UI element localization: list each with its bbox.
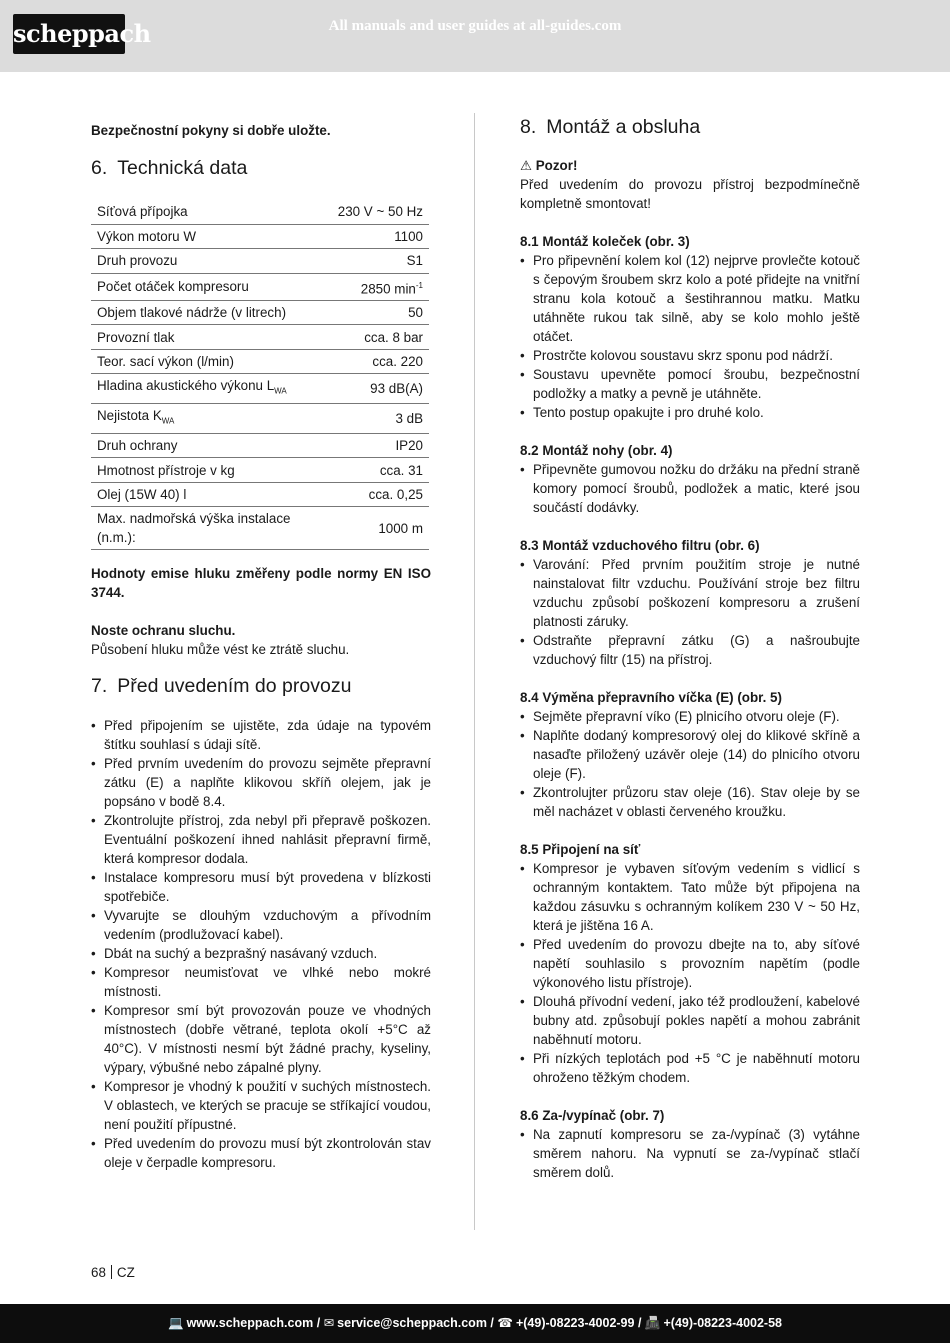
section-6-heading <box>91 156 431 180</box>
scheppach-logo: scheppach <box>13 14 125 54</box>
tech-label <box>91 482 332 507</box>
tech-label-text: Olej (15W 40) l <box>97 487 187 503</box>
tech-value-text: cca. 31 <box>379 462 423 478</box>
tech-row <box>91 273 429 300</box>
section-number: 8. <box>520 116 537 138</box>
list-item: • Před prvním uvedením do provozu sejměte přepravní zátku (E) a naplňte klikovou skříň olejem, jak je popsáno v bodě 8.4. <box>91 754 431 811</box>
tech-label-text: Provozní tlak <box>97 329 175 345</box>
tech-label <box>91 404 332 434</box>
list-item: • Sejměte přepravní víko (E) plnicího otvoru oleje (F). <box>520 707 860 726</box>
tech-value <box>332 224 429 249</box>
list-item: • Odstraňte přepravní zátku (G) a našroubujte vzduchový filtr (15) na přístroj. <box>520 631 860 669</box>
fax-icon: 📠 <box>644 1316 661 1330</box>
tech-row <box>91 433 429 458</box>
tech-value-text: cca. 220 <box>372 354 423 370</box>
watermark-text: All manuals and user guides at all-guides.com <box>328 18 622 34</box>
tech-label <box>91 433 332 458</box>
tech-label-text: Druh provozu <box>97 253 178 269</box>
subsection-title: 8.6 Za-/vypínač (obr. 7) <box>520 1108 665 1123</box>
list-item: • Před uvedením do provozu dbejte na to, aby síťové napětí souhlasilo s provozním napětím (podle výkonového listu přístroje). <box>520 935 860 992</box>
tech-label-text: Počet otáček kompresoru <box>97 279 249 295</box>
section-title: Technická data <box>117 157 248 179</box>
subsection <box>520 840 860 1087</box>
language-code: CZ <box>116 1265 135 1280</box>
subsection <box>520 232 860 422</box>
tech-value <box>332 249 429 274</box>
tech-value-text: 2850 min <box>360 280 416 296</box>
list-item: • Vyvarujte se dlouhým vzduchovým a přívodním vedením (prodlužovací kabel). <box>91 906 431 944</box>
tech-label-subscript: WA <box>274 387 287 397</box>
tech-label <box>91 458 332 483</box>
list-item: • Kompresor neumisťovat ve vlhké nebo mokré místnosti. <box>91 963 431 1001</box>
contact-separator: / <box>637 1316 642 1330</box>
top-header-bar <box>0 0 950 72</box>
list-item: • Kompresor je vybaven síťovým vedením s vidlicí s ochranným kontaktem. Tato může být připojena na každou zásuvku s ochranným kolíkem 230 V ~ 50 Hz, která je jištěna 16 A. <box>520 859 860 935</box>
tech-value-text: IP20 <box>395 438 423 454</box>
tech-label-text: Hladina akustického výkonu L <box>97 378 275 394</box>
tech-label <box>91 374 332 404</box>
page-footer <box>91 1265 135 1280</box>
tech-label <box>91 200 332 225</box>
list-item: • Varování: Před prvním použitím stroje je nutné nainstalovat filtr vzduchu. Používání stroje bez filtru vzduchu způsobí poškození kompresoru a zrušení platnosti záruky. <box>520 555 860 631</box>
tech-label <box>91 325 332 350</box>
subsection-title: 8.3 Montáž vzduchového filtru (obr. 6) <box>520 538 760 553</box>
warning-title: Pozor! <box>535 158 578 173</box>
tech-value <box>332 482 429 507</box>
tech-value-text: 50 <box>408 305 423 321</box>
subsection <box>520 536 860 669</box>
contact-bar <box>0 1304 950 1343</box>
section-7-list <box>91 716 431 1172</box>
contact-separator: / <box>490 1316 494 1330</box>
tech-value <box>332 433 429 458</box>
tech-label-text: Nejistota K <box>97 408 162 424</box>
tech-value-superscript: -1 <box>415 280 423 290</box>
tech-value <box>332 349 429 374</box>
subsection-list <box>520 460 860 517</box>
tech-value <box>332 458 429 483</box>
list-item: • Připevněte gumovou nožku do držáku na přední straně komory pomocí šroubů, podložek a matic, které jsou součástí dodávky. <box>520 460 860 517</box>
assembly-subsections <box>520 232 860 1182</box>
tech-value-text: 3 dB <box>395 410 423 426</box>
subsection-list <box>520 251 860 422</box>
list-item: • Dbát na suchý a bezprašný nasávaný vzduch. <box>91 944 431 963</box>
technical-data-table <box>91 199 429 550</box>
section-title: Montáž a obsluha <box>546 116 701 138</box>
tech-value-text: S1 <box>406 253 423 269</box>
tech-row <box>91 349 429 374</box>
tech-label-text: Max. nadmořská výška instalace (n.m.): <box>97 511 291 546</box>
warning-text: Před uvedením do provozu přístroj bezpodmínečně kompletně smontovat! <box>520 177 860 211</box>
tech-value <box>332 273 429 300</box>
list-item: • Před připojením se ujistěte, zda údaje na typovém štítku souhlasí s údaji sítě. <box>91 716 431 754</box>
tech-value <box>332 404 429 434</box>
tech-value <box>332 200 429 225</box>
list-item: • Kompresor smí být provozován pouze ve vhodných místnostech (dobře větrané, teplota okolí +5°C až 40°C). V místnosti nesmí být žádné prachy, kyseliny, výpary, výbušné nebo zápalné plyny. <box>91 1001 431 1077</box>
list-item: • Před uvedením do provozu musí být zkontrolován stav oleje v čerpadle kompresoru. <box>91 1134 431 1172</box>
tech-label-text: Objem tlakové nádrže (v litrech) <box>97 305 287 321</box>
phone-number: +(49)-08223-4002-99 <box>515 1316 635 1330</box>
tech-row <box>91 458 429 483</box>
tech-value-text: 1000 m <box>378 520 423 536</box>
tech-label <box>91 273 332 300</box>
hearing-protection-heading: Noste ochranu sluchu. <box>91 623 236 639</box>
contact-separator: / <box>316 1316 321 1330</box>
tech-value-text: cca. 8 bar <box>364 329 423 345</box>
subsection <box>520 1106 860 1182</box>
column-divider <box>474 113 475 1230</box>
subsection-list <box>520 707 860 821</box>
tech-label-text: Teor. sací výkon (l/min) <box>97 354 234 370</box>
subsection-list <box>520 859 860 1087</box>
tech-row <box>91 325 429 350</box>
mail-icon: ✉ <box>323 1316 335 1330</box>
tech-label <box>91 300 332 325</box>
tech-label-text: Síťová přípojka <box>97 204 188 220</box>
tech-value <box>332 300 429 325</box>
subsection <box>520 688 860 821</box>
list-item: • Tento postup opakujte i pro druhé kolo. <box>520 403 860 422</box>
list-item: • Dlouhá přívodní vedení, jako též prodloužení, kabelové bubny atd. způsobují pokles napětí a mohou zabránit naběhnutí motoru. <box>520 992 860 1049</box>
section-number: 6. <box>91 157 108 179</box>
left-column <box>91 115 431 1172</box>
section-8-heading <box>520 115 860 139</box>
computer-icon: 💻 <box>168 1316 184 1330</box>
list-item: • Soustavu upevněte pomocí šroubu, bezpečnostní podložky a matky a pevně je utáhněte. <box>520 365 860 403</box>
footer-separator <box>111 1265 112 1279</box>
tech-label-subscript: WA <box>161 416 175 426</box>
list-item: • Pro připevnění kolem kol (12) nejprve provlečte kotouč s čepovým šroubem skrz kolo a poté přidejte na vnitřní stranu kola kotouč a šestihrannou matku. Matku utáhněte rukou tak silně, aby se kolo mohlo ještě otáčet. <box>520 251 860 346</box>
tech-row <box>91 224 429 249</box>
tech-value-text: 93 dB(A) <box>370 381 423 397</box>
hearing-protection-text: Působení hluku může vést ke ztrátě sluchu. <box>91 642 350 658</box>
tech-row <box>91 200 429 225</box>
tech-value-text: cca. 0,25 <box>368 487 423 503</box>
noise-emission-note: Hodnoty emise hluku změřeny podle normy EN ISO 3744. <box>91 566 431 601</box>
tech-label <box>91 349 332 374</box>
subsection-title: 8.1 Montáž koleček (obr. 3) <box>520 234 690 249</box>
tech-value <box>332 325 429 350</box>
tech-row <box>91 300 429 325</box>
tech-row <box>91 374 429 404</box>
section-title: Před uvedením do provozu <box>117 675 352 698</box>
section-7-heading <box>91 674 431 698</box>
list-item: • Instalace kompresoru musí být provedena v blízkosti spotřebiče. <box>91 868 431 906</box>
section-number: 7. <box>91 675 108 698</box>
tech-row <box>91 404 429 434</box>
subsection-title: 8.5 Připojení na síť <box>520 842 641 857</box>
list-item: • Naplňte dodaný kompresorový olej do klikové skříně a nasaďte přiložený uzávěr oleje (14) do plnicího otvoru oleje (F). <box>520 726 860 783</box>
tech-label-text: Hmotnost přístroje v kg <box>97 462 235 478</box>
subsection-list <box>520 555 860 669</box>
warning-icon: ⚠ <box>520 158 533 173</box>
safety-keep-note: Bezpečnostní pokyny si dobře uložte. <box>91 123 331 138</box>
list-item: • Kompresor je vhodný k použití v suchých místnostech. V oblastech, ve kterých se pracuje se stříkající voudou, není použití přípustné. <box>91 1077 431 1134</box>
subsection-title: 8.2 Montáž nohy (obr. 4) <box>520 443 673 458</box>
tech-label-text: Výkon motoru W <box>97 228 196 244</box>
tech-row <box>91 482 429 507</box>
list-item: • Prostrčte kolovou soustavu skrz sponu pod nádrží. <box>520 346 860 365</box>
fax-number: +(49)-08223-4002-58 <box>663 1316 782 1330</box>
subsection-list <box>520 1125 860 1182</box>
tech-row <box>91 507 429 550</box>
tech-value-text: 230 V ~ 50 Hz <box>337 204 423 220</box>
subsection-title: 8.4 Výměna přepravního víčka (E) (obr. 5) <box>520 690 782 705</box>
tech-label-text: Druh ochrany <box>97 438 178 454</box>
warning-heading <box>520 156 860 175</box>
tech-row <box>91 249 429 274</box>
tech-value <box>332 374 429 404</box>
phone-icon: ☎ <box>497 1316 513 1330</box>
website-link[interactable]: www.scheppach.com <box>186 1316 314 1330</box>
list-item: • Při nízkých teplotách pod +5 °C je naběhnutí motoru ohroženo těžkým chodem. <box>520 1049 860 1087</box>
tech-value-text: 1100 <box>394 228 423 244</box>
tech-label <box>91 224 332 249</box>
page-number: 68 <box>91 1265 106 1280</box>
subsection <box>520 441 860 517</box>
list-item: • Zkontrolujte přístroj, zda nebyl při přepravě poškozen. Eventuální poškození ihned nahlásit přepravní firmě, která kompresor dodala. <box>91 811 431 868</box>
tech-label <box>91 507 332 550</box>
email-link[interactable]: service@scheppach.com <box>337 1316 487 1330</box>
list-item: • Zkontrolujter průzoru stav oleje (16). Stav oleje by se měl nacházet v oblasti červeného kroužku. <box>520 783 860 821</box>
tech-value <box>332 507 429 550</box>
right-column <box>520 115 860 1182</box>
list-item: • Na zapnutí kompresoru se za-/vypínač (3) vytáhne směrem nahoru. Na vypnutí se za-/vypínač stlačí směrem dolů. <box>520 1125 860 1182</box>
tech-label <box>91 249 332 274</box>
